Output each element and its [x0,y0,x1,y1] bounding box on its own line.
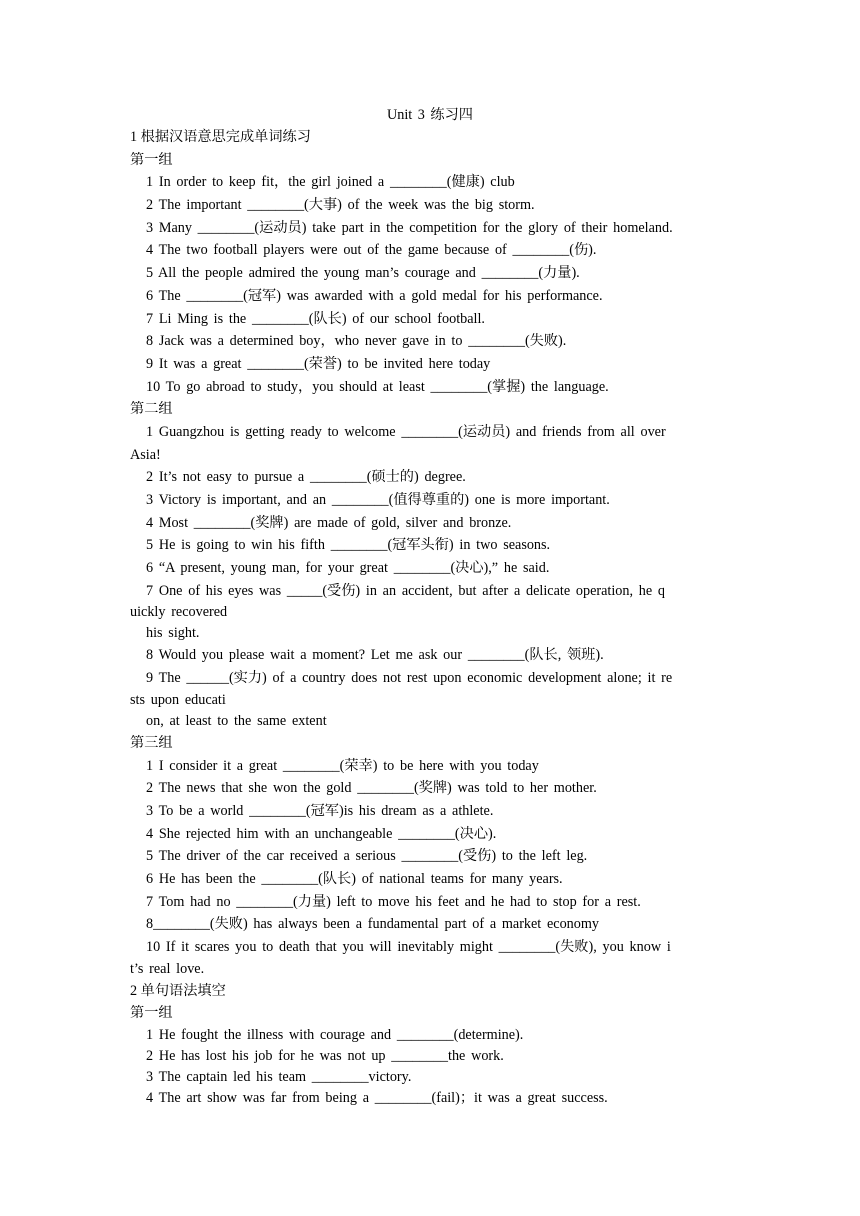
s1-g2-item-2: 2 It’s not easy to pursue a ________(硕士的) degree. [146,469,466,486]
s2-g1-item-4: 4 The art show was far from being a ________(fail)；it was a great success. [146,1090,608,1107]
s1-g3-item-10b: t’s real love. [130,960,205,977]
section2-heading: 2 单句语法填空 [130,982,226,999]
s1-g2-item-7c: his sight. [146,625,200,642]
s1-g2-item-8: 8 Would you please wait a moment? Let me ask our ________(队长, 领班). [146,647,604,664]
s2-group1-label: 第一组 [130,1005,173,1022]
s2-g1-item-3: 3 The captain led his team ________victory. [146,1069,412,1086]
s1-g1-item-6: 6 The ________(冠军) was awarded with a gold medal for his performance. [146,287,603,304]
s1-g3-item-10a: 10 If it scares you to death that you will inevitably might ________(失败), you know i [146,939,671,955]
worksheet-page [130,104,730,1109]
s1-g1-item-8: 8 Jack was a determined boy，who never gave in to ________(失败). [146,333,567,350]
s1-g1-item-5: 5 All the people admired the young man’s courage and ________(力量). [146,265,580,282]
s1-g1-item-10: 10 To go abroad to study，you should at least ________(掌握) the language. [146,378,609,395]
s1-g3-item-3: 3 To be a world ________(冠军)is his dream as a athlete. [146,802,494,819]
s1-g2-item-5: 5 He is going to win his fifth ________(冠军头衔) in two seasons. [146,537,551,554]
s2-g1-item-1: 1 He fought the illness with courage and ________(determine). [146,1027,524,1044]
s1-g1-item-2: 2 The important ________(大事) of the week was the big storm. [146,197,535,214]
s1-g3-item-7: 7 Tom had no ________(力量) left to move his feet and he had to stop for a rest. [146,893,641,910]
s2-g1-item-2: 2 He has lost his job for he was not up ________the work. [146,1048,504,1065]
s1-g2-item-9a: 9 The ______(实力) of a country does not rest upon economic development alone; it re [146,670,673,687]
s1-g2-item-7b: uickly recovered [130,604,228,621]
s1-g3-item-4: 4 She rejected him with an unchangeable ________(决心). [146,825,497,842]
s1-g2-item-1a: 1 Guangzhou is getting ready to welcome ________(运动员) and friends from all over [146,423,666,440]
s1-g1-item-1: 1 In order to keep fit，the girl joined a ________(健康) club [146,174,515,191]
s1-g2-item-7a: 7 One of his eyes was _____(受伤) in an accident, but after a delicate operation, he q [146,582,665,599]
s1-g1-item-3: 3 Many ________(运动员) take part in the competition for the glory of their homeland. [146,219,673,236]
s1-g3-item-2: 2 The news that she won the gold ________(奖牌) was told to her mother. [146,780,597,797]
group2-label: 第二组 [130,401,173,418]
s1-g1-item-4: 4 The two football players were out of the game because of ________(伤). [146,242,597,259]
s1-g3-item-5: 5 The driver of the car received a serious ________(受伤) to the left leg. [146,848,588,865]
s1-g3-item-6: 6 He has been the ________(队长) of national teams for many years. [146,870,563,887]
s1-g2-item-9b: sts upon educati [130,691,226,708]
s1-g2-item-1b: Asia! [130,446,161,463]
s1-g3-item-8: 8________(失败) has always been a fundamental part of a market economy [146,916,600,933]
section1-heading: 1 根据汉语意思完成单词练习 [130,129,311,145]
group1-label: 第一组 [130,151,173,168]
s1-g2-item-3: 3 Victory is important, and an ________(值得尊重的) one is more important. [146,492,610,508]
s1-g2-item-6: 6 “A present, young man, for your great ________(决心),” he said. [146,560,550,577]
s1-g2-item-4: 4 Most ________(奖牌) are made of gold, silver and bronze. [146,514,512,531]
s1-g2-item-9c: on, at least to the same extent [146,712,327,729]
s1-g1-item-9: 9 It was a great ________(荣誉) to be invited here today [146,355,491,372]
group3-label: 第三组 [130,734,173,751]
s1-g1-item-7: 7 Li Ming is the ________(队长) of our school football. [146,310,485,327]
page-title: Unit 3 练习四 [387,107,473,123]
s1-g3-item-1: 1 I consider it a great ________(荣幸) to be here with you today [146,757,539,774]
